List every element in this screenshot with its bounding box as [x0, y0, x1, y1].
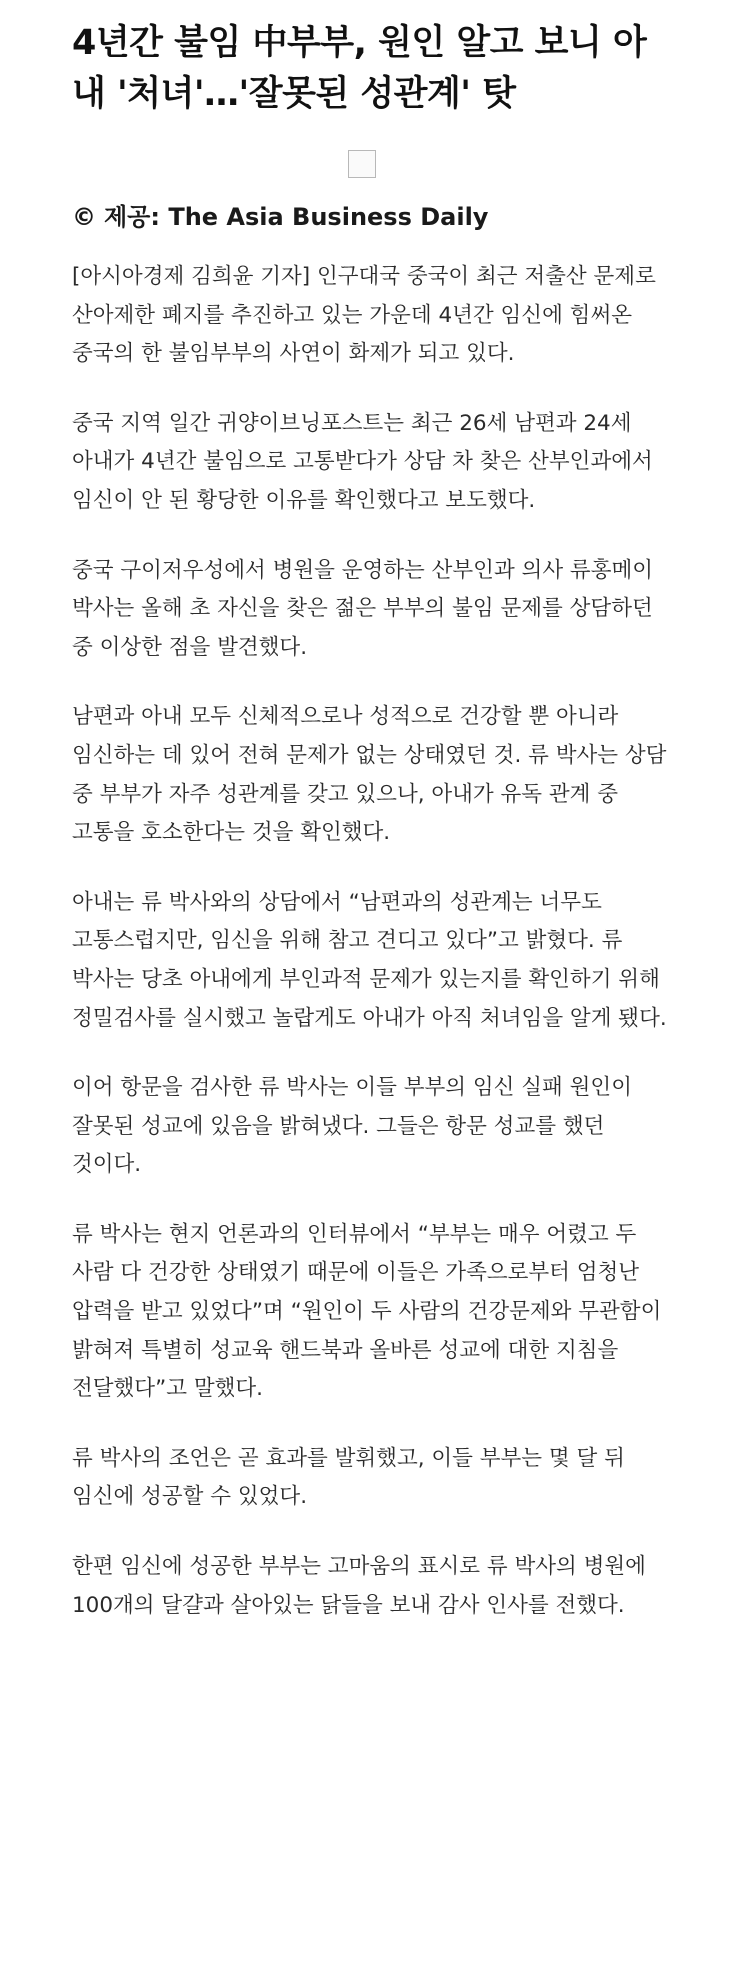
article-body [72, 258, 672, 1625]
article-paragraph: [아시아경제 김희윤 기자] 인구대국 중국이 최근 저출산 문제로 산아제한 폐지를 추진하고 있는 가운데 4년간 임신에 힘써온 중국의 한 불임부부의 사연이 화제가 되고 있다. [72, 264, 656, 367]
article-paragraph: 한편 임신에 성공한 부부는 고마움의 표시로 류 박사의 병원에 100개의 달걀과 살아있는 닭들을 보내 감사 인사를 전했다. [72, 1554, 646, 1618]
article-paragraph: 중국 구이저우성에서 병원을 운영하는 산부인과 의사 류홍메이 박사는 올해 초 자신을 찾은 젊은 부부의 불임 문제를 상담하던 중 이상한 점을 발견했다. [72, 557, 654, 660]
article-paragraph: 이어 항문을 검사한 류 박사는 이들 부부의 임신 실패 원인이 잘못된 성교에 있음을 밝혀냈다. 그들은 항문 성교를 했던 것이다. [72, 1075, 632, 1178]
article-paragraph: 남편과 아내 모두 신체적으로나 성적으로 건강할 뿐 아니라 임신하는 데 있어 전혀 문제가 없는 상태였던 것. 류 박사는 상담 중 부부가 자주 성관계를 갖고 있으나, 아내가 유독 관계 중 고통을 호소한다는 것을 확인했다. [72, 704, 667, 846]
article-headline: 4년간 불임 中부부, 원인 알고 보니 아내 '처녀'…'잘못된 성관계' 탓 [72, 23, 647, 114]
source-credit-text: 제공: The Asia Business Daily [104, 203, 489, 231]
image-container [52, 150, 672, 178]
broken-image-icon [348, 150, 376, 178]
copyright-icon: © [72, 203, 96, 231]
article-paragraph: 중국 지역 일간 귀양이브닝포스트는 최근 26세 남편과 24세 아내가 4년간 불임으로 고통받다가 상담 차 찾은 산부인과에서 임신이 안 된 황당한 이유를 확인했다고 보도했다. [72, 410, 653, 513]
source-credit [72, 200, 672, 234]
article-paragraph: 아내는 류 박사와의 상담에서 “남편과의 성관계는 너무도 고통스럽지만, 임신을 위해 참고 견디고 있다”고 밝혔다. 류 박사는 당초 아내에게 부인과적 문제가 있는지를 확인하기 위해 정밀검사를 실시했고 놀랍게도 아내가 아직 처녀임을 알게 됐다. [72, 889, 667, 1031]
article-paragraph: 류 박사는 현지 언론과의 인터뷰에서 “부부는 매우 어렸고 두 사람 다 건강한 상태였기 때문에 이들은 가족으로부터 엄청난 압력을 받고 있었다”며 “원인이 두 사람의 건강문제와 무관함이 밝혀져 특별히 성교육 핸드북과 올바른 성교에 대한 지침을 전달했다”고 말했다. [72, 1221, 662, 1402]
article-paragraph: 류 박사의 조언은 곧 효과를 발휘했고, 이들 부부는 몇 달 뒤 임신에 성공할 수 있었다. [72, 1445, 625, 1510]
